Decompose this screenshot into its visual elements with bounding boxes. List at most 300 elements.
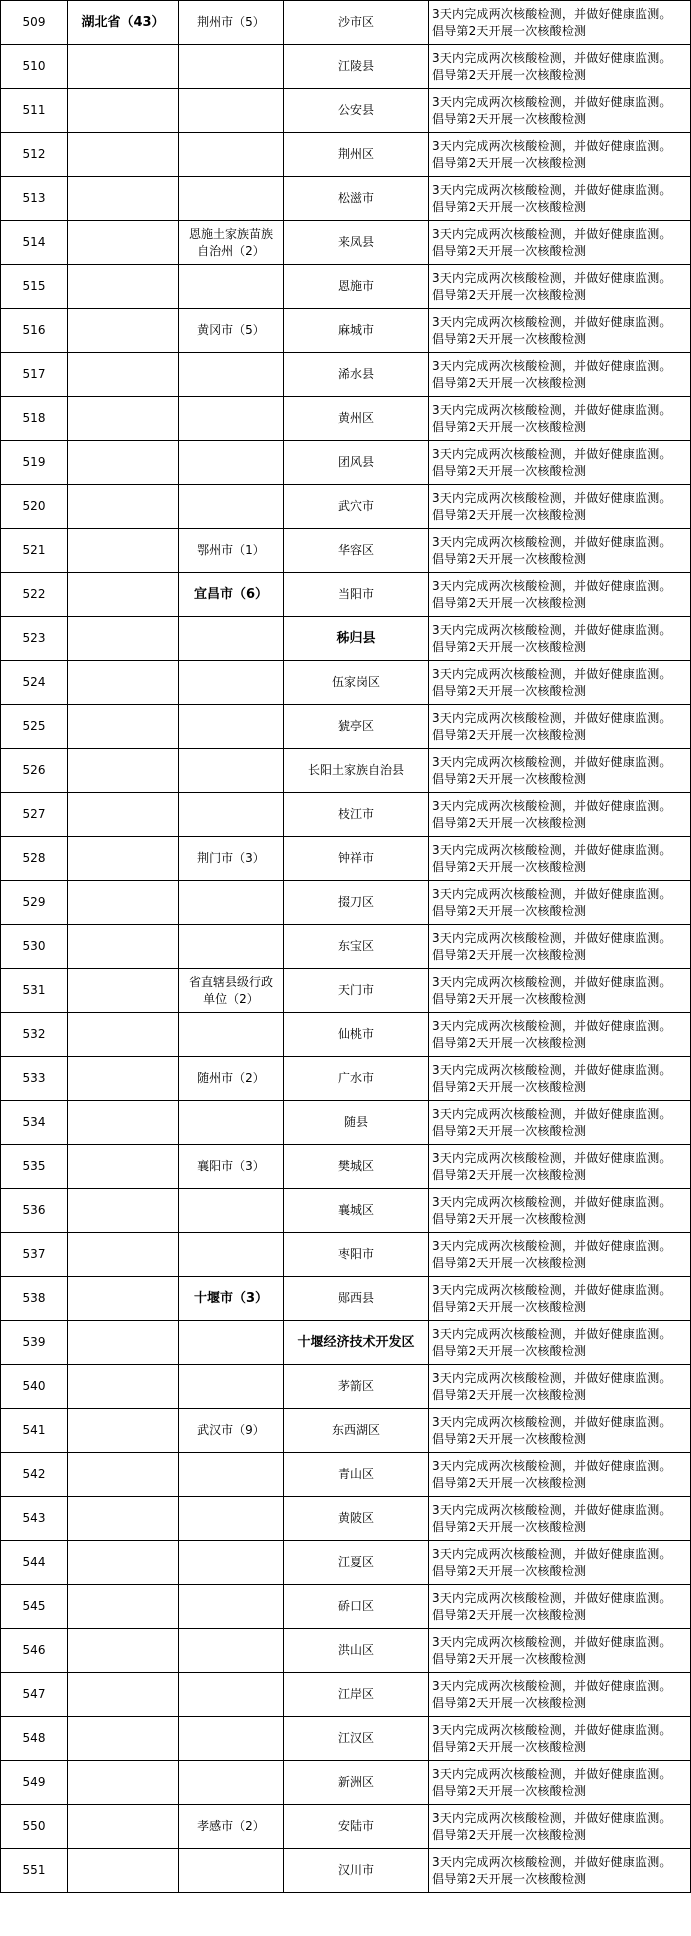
requirement-line-1: 3天内完成两次核酸检测，并做好健康监测。 <box>432 754 672 769</box>
requirement-line-1: 3天内完成两次核酸检测，并做好健康监测。 <box>432 1546 672 1561</box>
table-row <box>1 265 691 309</box>
county-cell: 武穴市 <box>284 485 429 529</box>
requirement-cell <box>429 309 691 353</box>
requirement-line-1: 3天内完成两次核酸检测，并做好健康监测。 <box>432 446 672 461</box>
row-number-cell: 525 <box>1 705 68 749</box>
county-cell: 恩施市 <box>284 265 429 309</box>
province-cell <box>68 705 179 749</box>
province-cell <box>68 1585 179 1629</box>
county-cell: 当阳市 <box>284 573 429 617</box>
requirement-cell <box>429 1673 691 1717</box>
province-cell <box>68 45 179 89</box>
requirement-cell <box>429 441 691 485</box>
requirement-line-2: 倡导第2天开展一次核酸检测 <box>432 683 587 698</box>
table-row <box>1 1585 691 1629</box>
province-cell <box>68 353 179 397</box>
requirement-line-2: 倡导第2天开展一次核酸检测 <box>432 67 587 82</box>
city-cell <box>179 617 284 661</box>
requirement-line-2: 倡导第2天开展一次核酸检测 <box>432 1255 587 1270</box>
requirement-line-2: 倡导第2天开展一次核酸检测 <box>432 243 587 258</box>
city-cell <box>179 1761 284 1805</box>
table-row <box>1 1013 691 1057</box>
requirement-cell <box>429 265 691 309</box>
requirement-cell <box>429 1277 691 1321</box>
requirement-line-1: 3天内完成两次核酸检测，并做好健康监测。 <box>432 578 672 593</box>
table-row <box>1 1541 691 1585</box>
row-number-cell: 515 <box>1 265 68 309</box>
table-body <box>1 1 691 1893</box>
table-row <box>1 1805 691 1849</box>
table-row <box>1 573 691 617</box>
row-number-cell: 519 <box>1 441 68 485</box>
table-row <box>1 177 691 221</box>
row-number-cell: 510 <box>1 45 68 89</box>
province-cell <box>68 925 179 969</box>
city-cell <box>179 749 284 793</box>
requirement-line-2: 倡导第2天开展一次核酸检测 <box>432 1079 587 1094</box>
requirement-line-1: 3天内完成两次核酸检测，并做好健康监测。 <box>432 1502 672 1517</box>
city-cell <box>179 1365 284 1409</box>
requirement-line-1: 3天内完成两次核酸检测，并做好健康监测。 <box>432 1854 672 1869</box>
requirement-line-1: 3天内完成两次核酸检测，并做好健康监测。 <box>432 974 672 989</box>
row-number-cell: 538 <box>1 1277 68 1321</box>
row-number-cell: 542 <box>1 1453 68 1497</box>
city-cell: 黄冈市（5） <box>179 309 284 353</box>
requirement-line-2: 倡导第2天开展一次核酸检测 <box>432 1651 587 1666</box>
requirement-line-1: 3天内完成两次核酸检测，并做好健康监测。 <box>432 1194 672 1209</box>
province-cell <box>68 177 179 221</box>
row-number-cell: 512 <box>1 133 68 177</box>
requirement-line-2: 倡导第2天开展一次核酸检测 <box>432 1827 587 1842</box>
row-number-cell: 511 <box>1 89 68 133</box>
province-cell <box>68 1497 179 1541</box>
requirement-line-2: 倡导第2天开展一次核酸检测 <box>432 1871 587 1886</box>
city-cell <box>179 177 284 221</box>
city-cell <box>179 485 284 529</box>
requirement-line-1: 3天内完成两次核酸检测，并做好健康监测。 <box>432 798 672 813</box>
province-cell <box>68 1057 179 1101</box>
requirement-cell <box>429 573 691 617</box>
requirement-line-2: 倡导第2天开展一次核酸检测 <box>432 111 587 126</box>
requirement-line-2: 倡导第2天开展一次核酸检测 <box>432 1695 587 1710</box>
requirement-cell <box>429 1453 691 1497</box>
requirement-line-1: 3天内完成两次核酸检测，并做好健康监测。 <box>432 1766 672 1781</box>
requirement-line-1: 3天内完成两次核酸检测，并做好健康监测。 <box>432 1590 672 1605</box>
requirement-line-1: 3天内完成两次核酸检测，并做好健康监测。 <box>432 270 672 285</box>
row-number-cell: 537 <box>1 1233 68 1277</box>
county-cell: 十堰经济技术开发区 <box>284 1321 429 1365</box>
row-number-cell: 548 <box>1 1717 68 1761</box>
row-number-cell: 540 <box>1 1365 68 1409</box>
row-number-cell: 532 <box>1 1013 68 1057</box>
province-cell <box>68 1805 179 1849</box>
province-cell <box>68 1849 179 1893</box>
requirement-line-2: 倡导第2天开展一次核酸检测 <box>432 463 587 478</box>
requirement-cell <box>429 1233 691 1277</box>
row-number-cell: 535 <box>1 1145 68 1189</box>
province-cell <box>68 221 179 265</box>
requirement-cell <box>429 661 691 705</box>
requirement-line-2: 倡导第2天开展一次核酸检测 <box>432 419 587 434</box>
county-cell: 猇亭区 <box>284 705 429 749</box>
province-cell <box>68 133 179 177</box>
requirement-cell <box>429 705 691 749</box>
requirement-cell <box>429 397 691 441</box>
county-cell: 掇刀区 <box>284 881 429 925</box>
requirement-line-2: 倡导第2天开展一次核酸检测 <box>432 23 587 38</box>
requirement-cell <box>429 1497 691 1541</box>
table-row <box>1 221 691 265</box>
county-cell: 江陵县 <box>284 45 429 89</box>
city-cell: 十堰市（3） <box>179 1277 284 1321</box>
table-row <box>1 89 691 133</box>
requirement-line-2: 倡导第2天开展一次核酸检测 <box>432 1783 587 1798</box>
requirement-line-1: 3天内完成两次核酸检测，并做好健康监测。 <box>432 1810 672 1825</box>
requirement-cell <box>429 45 691 89</box>
province-cell <box>68 837 179 881</box>
province-cell <box>68 1145 179 1189</box>
city-cell: 荆州市（5） <box>179 1 284 45</box>
province-cell <box>68 1277 179 1321</box>
table-row <box>1 1497 691 1541</box>
county-cell: 长阳土家族自治县 <box>284 749 429 793</box>
row-number-cell: 526 <box>1 749 68 793</box>
requirement-line-1: 3天内完成两次核酸检测，并做好健康监测。 <box>432 1062 672 1077</box>
province-cell <box>68 485 179 529</box>
county-cell: 随县 <box>284 1101 429 1145</box>
requirement-line-1: 3天内完成两次核酸检测，并做好健康监测。 <box>432 226 672 241</box>
table-row <box>1 133 691 177</box>
table-row <box>1 925 691 969</box>
county-cell: 青山区 <box>284 1453 429 1497</box>
requirement-line-1: 3天内完成两次核酸检测，并做好健康监测。 <box>432 1238 672 1253</box>
requirement-line-1: 3天内完成两次核酸检测，并做好健康监测。 <box>432 490 672 505</box>
city-cell <box>179 397 284 441</box>
row-number-cell: 514 <box>1 221 68 265</box>
requirement-line-2: 倡导第2天开展一次核酸检测 <box>432 1035 587 1050</box>
requirement-line-2: 倡导第2天开展一次核酸检测 <box>432 991 587 1006</box>
requirement-cell <box>429 177 691 221</box>
province-cell <box>68 1321 179 1365</box>
requirement-line-1: 3天内完成两次核酸检测，并做好健康监测。 <box>432 6 672 21</box>
requirement-line-2: 倡导第2天开展一次核酸检测 <box>432 375 587 390</box>
county-cell: 新洲区 <box>284 1761 429 1805</box>
table-row <box>1 969 691 1013</box>
city-cell: 武汉市（9） <box>179 1409 284 1453</box>
city-cell <box>179 1629 284 1673</box>
requirement-cell <box>429 1145 691 1189</box>
requirement-line-1: 3天内完成两次核酸检测，并做好健康监测。 <box>432 1106 672 1121</box>
requirement-line-2: 倡导第2天开展一次核酸检测 <box>432 1123 587 1138</box>
city-cell <box>179 1541 284 1585</box>
county-cell: 江岸区 <box>284 1673 429 1717</box>
row-number-cell: 520 <box>1 485 68 529</box>
requirement-line-2: 倡导第2天开展一次核酸检测 <box>432 199 587 214</box>
province-cell <box>68 89 179 133</box>
requirement-line-1: 3天内完成两次核酸检测，并做好健康监测。 <box>432 1678 672 1693</box>
county-cell: 麻城市 <box>284 309 429 353</box>
table-row <box>1 749 691 793</box>
requirement-cell <box>429 1849 691 1893</box>
county-cell: 安陆市 <box>284 1805 429 1849</box>
province-cell <box>68 1013 179 1057</box>
requirement-line-1: 3天内完成两次核酸检测，并做好健康监测。 <box>432 358 672 373</box>
requirement-line-2: 倡导第2天开展一次核酸检测 <box>432 947 587 962</box>
requirement-line-2: 倡导第2天开展一次核酸检测 <box>432 1299 587 1314</box>
requirement-cell <box>429 881 691 925</box>
requirement-line-2: 倡导第2天开展一次核酸检测 <box>432 903 587 918</box>
province-cell <box>68 1189 179 1233</box>
province-cell: 湖北省（43） <box>68 1 179 45</box>
requirement-line-2: 倡导第2天开展一次核酸检测 <box>432 1475 587 1490</box>
requirement-cell <box>429 1321 691 1365</box>
county-cell: 枣阳市 <box>284 1233 429 1277</box>
table-row <box>1 309 691 353</box>
requirement-cell <box>429 1365 691 1409</box>
row-number-cell: 509 <box>1 1 68 45</box>
requirement-line-2: 倡导第2天开展一次核酸检测 <box>432 551 587 566</box>
table-row <box>1 1849 691 1893</box>
table-row <box>1 1409 691 1453</box>
requirement-line-2: 倡导第2天开展一次核酸检测 <box>432 1607 587 1622</box>
requirement-cell <box>429 617 691 661</box>
row-number-cell: 543 <box>1 1497 68 1541</box>
county-cell: 江夏区 <box>284 1541 429 1585</box>
city-cell <box>179 441 284 485</box>
requirement-cell <box>429 1629 691 1673</box>
row-number-cell: 533 <box>1 1057 68 1101</box>
county-cell: 襄城区 <box>284 1189 429 1233</box>
requirement-line-1: 3天内完成两次核酸检测，并做好健康监测。 <box>432 1634 672 1649</box>
requirement-cell <box>429 1013 691 1057</box>
row-number-cell: 545 <box>1 1585 68 1629</box>
city-cell <box>179 1013 284 1057</box>
province-cell <box>68 1717 179 1761</box>
requirement-cell <box>429 749 691 793</box>
province-cell <box>68 617 179 661</box>
province-cell <box>68 881 179 925</box>
county-cell: 樊城区 <box>284 1145 429 1189</box>
table-row <box>1 397 691 441</box>
requirement-line-1: 3天内完成两次核酸检测，并做好健康监测。 <box>432 1458 672 1473</box>
requirement-cell <box>429 1101 691 1145</box>
table-row <box>1 661 691 705</box>
county-cell: 华容区 <box>284 529 429 573</box>
county-cell: 江汉区 <box>284 1717 429 1761</box>
table-row <box>1 1453 691 1497</box>
county-cell: 黄陂区 <box>284 1497 429 1541</box>
requirement-cell <box>429 221 691 265</box>
requirement-cell <box>429 1541 691 1585</box>
county-cell: 洪山区 <box>284 1629 429 1673</box>
requirement-cell <box>429 1 691 45</box>
table-row <box>1 1277 691 1321</box>
requirement-cell <box>429 529 691 573</box>
county-cell: 郧西县 <box>284 1277 429 1321</box>
requirement-cell <box>429 793 691 837</box>
table-row <box>1 1673 691 1717</box>
city-cell <box>179 661 284 705</box>
county-cell: 团风县 <box>284 441 429 485</box>
requirement-line-1: 3天内完成两次核酸检测，并做好健康监测。 <box>432 930 672 945</box>
table-row <box>1 1629 691 1673</box>
requirement-line-2: 倡导第2天开展一次核酸检测 <box>432 331 587 346</box>
county-cell: 秭归县 <box>284 617 429 661</box>
requirement-cell <box>429 89 691 133</box>
row-number-cell: 531 <box>1 969 68 1013</box>
province-cell <box>68 529 179 573</box>
city-cell <box>179 1453 284 1497</box>
requirement-line-2: 倡导第2天开展一次核酸检测 <box>432 1387 587 1402</box>
requirement-line-1: 3天内完成两次核酸检测，并做好健康监测。 <box>432 666 672 681</box>
requirement-cell <box>429 1805 691 1849</box>
requirement-line-1: 3天内完成两次核酸检测，并做好健康监测。 <box>432 622 672 637</box>
row-number-cell: 541 <box>1 1409 68 1453</box>
row-number-cell: 546 <box>1 1629 68 1673</box>
requirement-line-1: 3天内完成两次核酸检测，并做好健康监测。 <box>432 1414 672 1429</box>
table-row <box>1 1233 691 1277</box>
city-cell <box>179 705 284 749</box>
province-cell <box>68 1365 179 1409</box>
table-row <box>1 441 691 485</box>
city-cell <box>179 89 284 133</box>
row-number-cell: 521 <box>1 529 68 573</box>
county-cell: 汉川市 <box>284 1849 429 1893</box>
county-cell: 硚口区 <box>284 1585 429 1629</box>
requirement-line-1: 3天内完成两次核酸检测，并做好健康监测。 <box>432 314 672 329</box>
city-cell: 省直辖县级行政单位（2） <box>179 969 284 1013</box>
county-cell: 伍家岗区 <box>284 661 429 705</box>
county-cell: 沙市区 <box>284 1 429 45</box>
province-cell <box>68 441 179 485</box>
row-number-cell: 528 <box>1 837 68 881</box>
requirement-line-2: 倡导第2天开展一次核酸检测 <box>432 727 587 742</box>
table-row <box>1 529 691 573</box>
requirement-line-1: 3天内完成两次核酸检测，并做好健康监测。 <box>432 50 672 65</box>
province-cell <box>68 265 179 309</box>
row-number-cell: 536 <box>1 1189 68 1233</box>
city-cell: 恩施土家族苗族自治州（2） <box>179 221 284 265</box>
province-cell <box>68 1541 179 1585</box>
row-number-cell: 529 <box>1 881 68 925</box>
requirement-line-1: 3天内完成两次核酸检测，并做好健康监测。 <box>432 534 672 549</box>
requirement-line-2: 倡导第2天开展一次核酸检测 <box>432 1211 587 1226</box>
row-number-cell: 522 <box>1 573 68 617</box>
requirement-line-2: 倡导第2天开展一次核酸检测 <box>432 1519 587 1534</box>
city-cell <box>179 133 284 177</box>
city-cell: 襄阳市（3） <box>179 1145 284 1189</box>
county-cell: 黄州区 <box>284 397 429 441</box>
table-row <box>1 45 691 89</box>
requirement-cell <box>429 1189 691 1233</box>
requirement-line-1: 3天内完成两次核酸检测，并做好健康监测。 <box>432 94 672 109</box>
county-cell: 枝江市 <box>284 793 429 837</box>
row-number-cell: 524 <box>1 661 68 705</box>
province-cell <box>68 1233 179 1277</box>
city-cell <box>179 265 284 309</box>
city-cell <box>179 353 284 397</box>
county-cell: 天门市 <box>284 969 429 1013</box>
requirement-line-1: 3天内完成两次核酸检测，并做好健康监测。 <box>432 1018 672 1033</box>
requirement-line-1: 3天内完成两次核酸检测，并做好健康监测。 <box>432 402 672 417</box>
row-number-cell: 523 <box>1 617 68 661</box>
table-row <box>1 1365 691 1409</box>
requirement-line-2: 倡导第2天开展一次核酸检测 <box>432 771 587 786</box>
city-cell: 随州市（2） <box>179 1057 284 1101</box>
requirement-cell <box>429 353 691 397</box>
city-cell <box>179 1497 284 1541</box>
row-number-cell: 544 <box>1 1541 68 1585</box>
requirement-line-1: 3天内完成两次核酸检测，并做好健康监测。 <box>432 1370 672 1385</box>
requirement-line-2: 倡导第2天开展一次核酸检测 <box>432 595 587 610</box>
requirement-line-2: 倡导第2天开展一次核酸检测 <box>432 1739 587 1754</box>
city-cell <box>179 1673 284 1717</box>
province-cell <box>68 1453 179 1497</box>
requirement-line-1: 3天内完成两次核酸检测，并做好健康监测。 <box>432 710 672 725</box>
county-cell: 钟祥市 <box>284 837 429 881</box>
row-number-cell: 549 <box>1 1761 68 1805</box>
province-cell <box>68 397 179 441</box>
requirement-line-2: 倡导第2天开展一次核酸检测 <box>432 507 587 522</box>
city-cell <box>179 793 284 837</box>
table-row <box>1 1057 691 1101</box>
table-row <box>1 793 691 837</box>
requirement-cell <box>429 925 691 969</box>
requirement-line-2: 倡导第2天开展一次核酸检测 <box>432 1343 587 1358</box>
requirement-cell <box>429 133 691 177</box>
row-number-cell: 530 <box>1 925 68 969</box>
city-cell <box>179 925 284 969</box>
requirement-line-1: 3天内完成两次核酸检测，并做好健康监测。 <box>432 1282 672 1297</box>
county-cell: 荆州区 <box>284 133 429 177</box>
city-cell <box>179 45 284 89</box>
city-cell <box>179 1233 284 1277</box>
city-cell <box>179 1321 284 1365</box>
table-row <box>1 837 691 881</box>
requirement-line-2: 倡导第2天开展一次核酸检测 <box>432 155 587 170</box>
county-cell: 茅箭区 <box>284 1365 429 1409</box>
requirement-cell <box>429 1057 691 1101</box>
city-cell <box>179 1101 284 1145</box>
table-row <box>1 1 691 45</box>
province-cell <box>68 1101 179 1145</box>
table-row <box>1 485 691 529</box>
province-cell <box>68 1629 179 1673</box>
table-row <box>1 881 691 925</box>
row-number-cell: 539 <box>1 1321 68 1365</box>
requirement-line-2: 倡导第2天开展一次核酸检测 <box>432 639 587 654</box>
row-number-cell: 527 <box>1 793 68 837</box>
requirement-line-2: 倡导第2天开展一次核酸检测 <box>432 1431 587 1446</box>
county-cell: 广水市 <box>284 1057 429 1101</box>
table-row <box>1 1145 691 1189</box>
city-cell: 孝感市（2） <box>179 1805 284 1849</box>
county-cell: 公安县 <box>284 89 429 133</box>
province-cell <box>68 1673 179 1717</box>
requirement-line-1: 3天内完成两次核酸检测，并做好健康监测。 <box>432 138 672 153</box>
city-cell: 荆门市（3） <box>179 837 284 881</box>
city-cell <box>179 1717 284 1761</box>
city-cell: 宜昌市（6） <box>179 573 284 617</box>
row-number-cell: 547 <box>1 1673 68 1717</box>
requirement-line-2: 倡导第2天开展一次核酸检测 <box>432 287 587 302</box>
province-cell <box>68 1409 179 1453</box>
city-cell <box>179 1189 284 1233</box>
city-cell <box>179 1585 284 1629</box>
row-number-cell: 513 <box>1 177 68 221</box>
county-cell: 东宝区 <box>284 925 429 969</box>
row-number-cell: 550 <box>1 1805 68 1849</box>
